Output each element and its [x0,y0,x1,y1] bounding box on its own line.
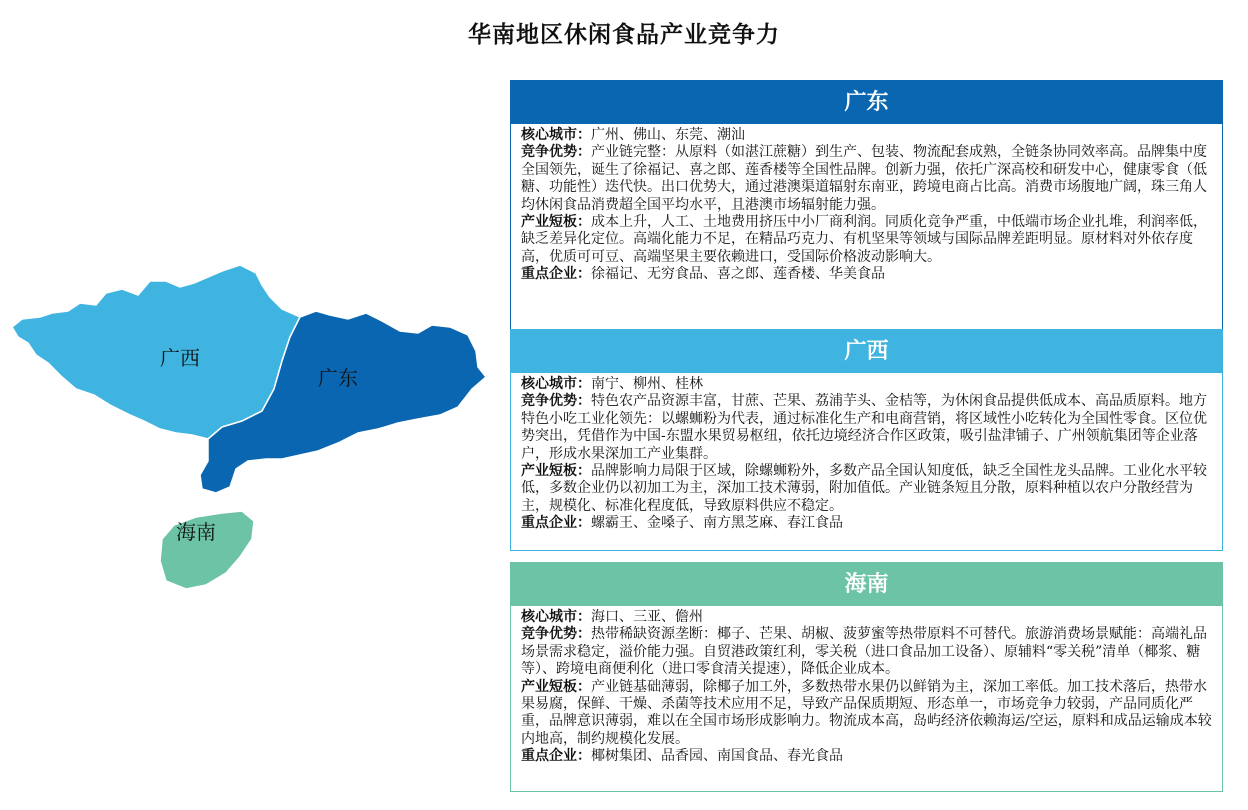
page-title: 华南地区休闲食品产业竞争力 [468,21,780,48]
info-row-advantages: 竞争优势：特色农产品资源丰富，甘蔗、芒果、荔浦芋头、金桔等，为休闲食品提供低成本、高品质原料。地方特色小吃工业化领先：以螺蛳粉为代表，通过标准化生产和电商营销，将区域性小吃转化为全国性零食。区位优势突出，凭借作为中国-东盟水果贸易枢纽，依托边境经济合作区政策，吸引盐津铺子、广州领航集团等企业落户，形成水果深加工产业集群。 [521,393,1207,462]
info-row-advantages: 竞争优势：热带稀缺资源垄断：椰子、芒果、胡椒、菠萝蜜等热带原料不可替代。旅游消费场景赋能：高端礼品场景需求稳定，溢价能力强。自贸港政策红利，零关税（进口食品加工设备）、原辅料“零关税”清单（椰浆、糖等）、跨境电商便利化（进口零食清关提速），降低企业成本。 [521,626,1207,678]
info-row-weaknesses: 产业短板：品牌影响力局限于区域，除螺蛳粉外，多数产品全国认知度低，缺乏全国性龙头品牌。工业化水平较低，多数企业仍以初加工为主，深加工技术薄弱，附加值低。产业链条短且分散，原料种植以农户分散经营为主，规模化、标准化程度低，导致原料供应不稳定。 [521,463,1207,514]
panel-hainan [510,562,1223,792]
map-label-guangdong: 广东 [318,366,358,390]
panel-guangdong [510,80,1223,346]
panel-body [510,606,1223,792]
info-row-core-cities: 核心城市：南宁、柳州、桂林 [521,376,703,392]
info-row-advantages: 竞争优势：产业链完整：从原料（如湛江蔗糖）到生产、包装、物流配套成熟，全链条协同效率高。品牌集中度全国领先，诞生了徐福记、喜之郎、莲香楼等全国性品牌。创新力强，依托广深高校和研发中心，健康零食（低糖、功能性）迭代快。出口优势大，通过港澳渠道辐射东南亚，跨境电商占比高。消费市场腹地广阔，珠三角人均休闲食品消费超全国平均水平，且港澳市场辐射能力强。 [521,144,1207,213]
map-label-guangxi: 广西 [160,346,200,370]
info-row-key-companies: 重点企业：螺霸王、金嗓子、南方黑芝麻、春江食品 [521,515,843,532]
map-label-hainan: 海南 [176,520,216,544]
info-row-key-companies: 重点企业：徐福记、无穷食品、喜之郎、莲香楼、华美食品 [521,266,885,283]
panel-body [510,373,1223,551]
panel-header: 海南 [510,562,1223,606]
panel-header: 广西 [510,329,1223,373]
info-row-core-cities: 核心城市：广州、佛山、东莞、潮汕 [521,127,745,143]
panel-guangxi [510,329,1223,551]
info-row-core-cities: 核心城市：海口、三亚、儋州 [521,609,703,625]
info-row-weaknesses: 产业短板：产业链基础薄弱，除椰子加工外，多数热带水果仍以鲜销为主，深加工率低。加工技术落后，热带水果易腐，保鲜、干燥、杀菌等技术应用不足，导致产品保质期短、形态单一，市场竞争力较弱，产品同质化严重，品牌意识薄弱，难以在全国市场形成影响力。物流成本高，岛屿经济依赖海运/空运，原料和成品运输成本较内地高，制约规模化发展。 [521,678,1212,747]
south-china-map [0,255,500,600]
info-row-weaknesses: 产业短板：成本上升，人工、土地费用挤压中小厂商利润。同质化竞争严重，中低端市场企业扎堆，利润率低，缺乏差异化定位。高端化能力不足，在精品巧克力、有机坚果等领域与国际品牌差距明显。原材料对外依存度高，优质可可豆、高端坚果主要依赖进口，受国际价格波动影响大。 [521,214,1207,265]
panel-body [510,124,1223,346]
panel-header: 广东 [510,80,1223,124]
info-row-key-companies: 重点企业：椰树集团、品香园、南国食品、春光食品 [521,748,843,765]
